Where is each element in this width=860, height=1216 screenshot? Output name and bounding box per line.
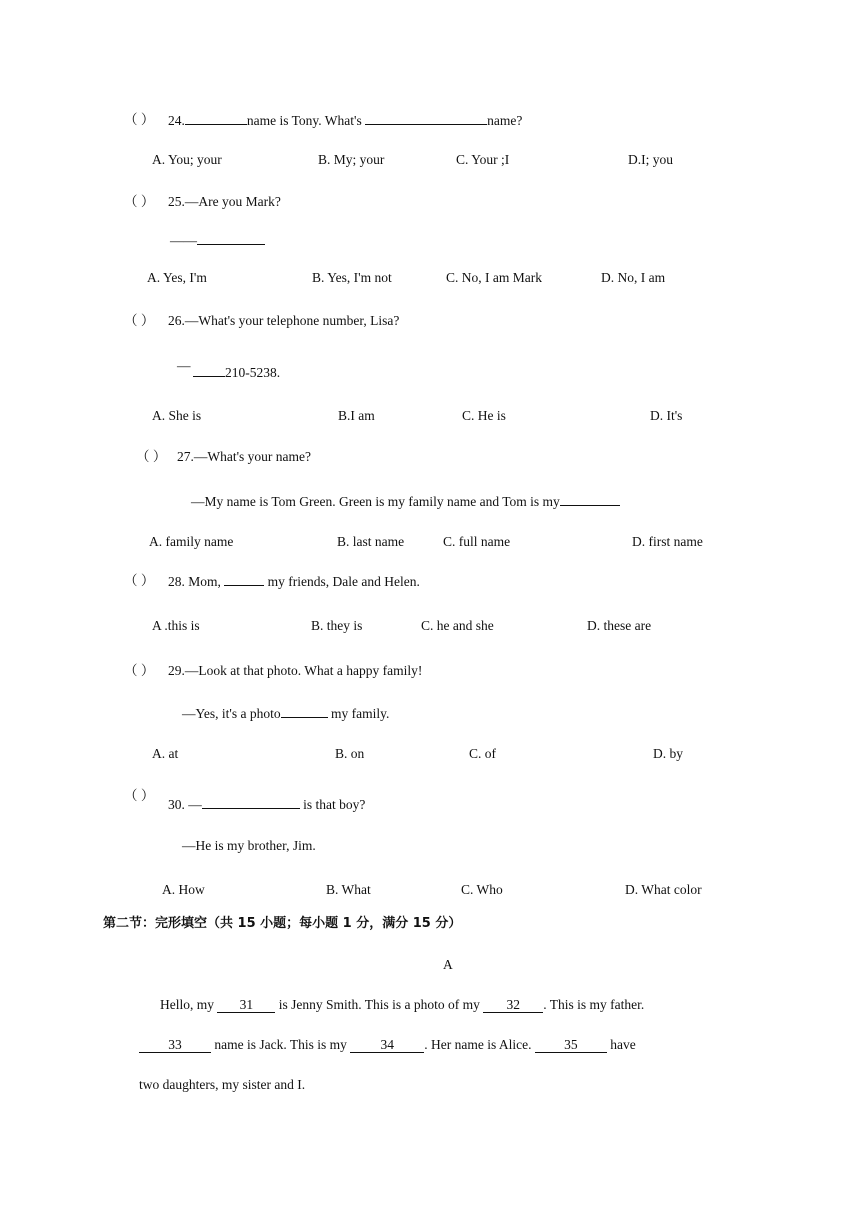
option-c: C. Who <box>461 882 503 897</box>
q29-line-2: my family. <box>327 706 390 721</box>
option-b: B. Yes, I'm not <box>312 270 392 285</box>
q28-text-2: my friends, Dale and Helen. <box>264 574 420 589</box>
option-d: D. these are <box>587 618 652 633</box>
option-a: A. She is <box>152 408 202 423</box>
dash: —— <box>170 233 197 248</box>
blank-31: 31 <box>217 998 275 1013</box>
option-c: C. Your ;I <box>456 152 510 167</box>
question-30 <box>168 796 365 813</box>
passage-line-2 <box>139 1037 636 1053</box>
option-b: B. they is <box>311 618 363 633</box>
option-c: C. of <box>469 746 496 761</box>
option-c: C. He is <box>462 408 506 423</box>
question-27: 27.—What's your name? <box>177 449 312 464</box>
option-d: D. by <box>653 746 683 761</box>
answer-paren: （ ） <box>136 449 167 464</box>
q27-line: —My name is Tom Green. Green is my family name and Tom is my <box>191 494 560 509</box>
passage-text: name is Jack. This is my <box>214 1037 351 1052</box>
option-a: A. Yes, I'm <box>147 270 207 285</box>
passage-text: . This is my father. <box>543 997 645 1012</box>
option-a: A. How <box>162 882 205 897</box>
question-30-reply: —He is my brother, Jim. <box>182 838 316 853</box>
passage-line-1 <box>160 997 644 1013</box>
answer-paren: （ ） <box>124 194 155 209</box>
question-24 <box>168 112 522 129</box>
passage-text: . Her name is Alice. <box>424 1037 535 1052</box>
blank <box>185 112 247 125</box>
blank <box>281 705 328 718</box>
q24-number: 24. <box>168 113 185 128</box>
answer-paren: （ ） <box>124 788 155 803</box>
option-d: D. No, I am <box>601 270 666 285</box>
blank-33: 33 <box>139 1038 211 1053</box>
option-c: C. he and she <box>421 618 494 633</box>
blank-32: 32 <box>483 998 543 1013</box>
blank-35: 35 <box>535 1038 607 1053</box>
passage-label: A <box>443 957 453 972</box>
q30-text-1: 30. — <box>168 797 202 812</box>
option-b: B. What <box>326 882 371 897</box>
question-25-reply <box>170 232 265 249</box>
option-d: D. What color <box>625 882 702 897</box>
option-b: B. on <box>335 746 365 761</box>
dash: — <box>177 358 191 373</box>
passage-text: Hello, my <box>160 997 218 1012</box>
blank <box>193 364 225 377</box>
question-29: 29.—Look at that photo. What a happy family! <box>168 663 423 678</box>
question-25: 25.—Are you Mark? <box>168 194 281 209</box>
option-a: A. You; your <box>152 152 222 167</box>
blank <box>197 232 265 245</box>
option-a: A. at <box>152 746 179 761</box>
answer-paren: （ ） <box>124 663 155 678</box>
answer-paren: （ ） <box>124 313 155 328</box>
option-a: A .this is <box>152 618 200 633</box>
passage-line-3: two daughters, my sister and I. <box>139 1077 306 1092</box>
option-d: D.I; you <box>628 152 673 167</box>
blank <box>224 573 264 586</box>
passage-text: have <box>606 1037 636 1052</box>
option-c: C. No, I am Mark <box>446 270 542 285</box>
answer-paren: （ ） <box>124 573 155 588</box>
option-b: B.I am <box>338 408 375 423</box>
question-26: 26.—What's your telephone number, Lisa? <box>168 313 400 328</box>
q24-text-2: name? <box>487 113 523 128</box>
q24-text-1: name is Tony. What's <box>246 113 366 128</box>
option-b: B. last name <box>337 534 405 549</box>
option-c: C. full name <box>443 534 511 549</box>
answer-paren: （ ） <box>124 112 155 127</box>
question-26-reply <box>193 364 280 381</box>
option-a: A. family name <box>149 534 234 549</box>
option-d: D. first name <box>632 534 703 549</box>
blank <box>365 112 487 125</box>
option-d: D. It's <box>650 408 683 423</box>
q28-text-1: 28. Mom, <box>168 574 225 589</box>
option-b: B. My; your <box>318 152 385 167</box>
question-27-reply <box>191 493 620 510</box>
q29-line-1: —Yes, it's a photo <box>182 706 281 721</box>
blank <box>202 796 300 809</box>
passage-text: is Jenny Smith. This is a photo of my <box>275 997 484 1012</box>
section-heading: 第二节：完形填空（共 15 小题；每小题 1 分，满分 15 分） <box>103 916 462 931</box>
question-28 <box>168 573 420 590</box>
blank <box>560 493 620 506</box>
q30-text-2: is that boy? <box>299 797 366 812</box>
blank-34: 34 <box>350 1038 424 1053</box>
q26-answer: 210-5238. <box>225 365 281 380</box>
question-29-reply <box>182 705 389 722</box>
